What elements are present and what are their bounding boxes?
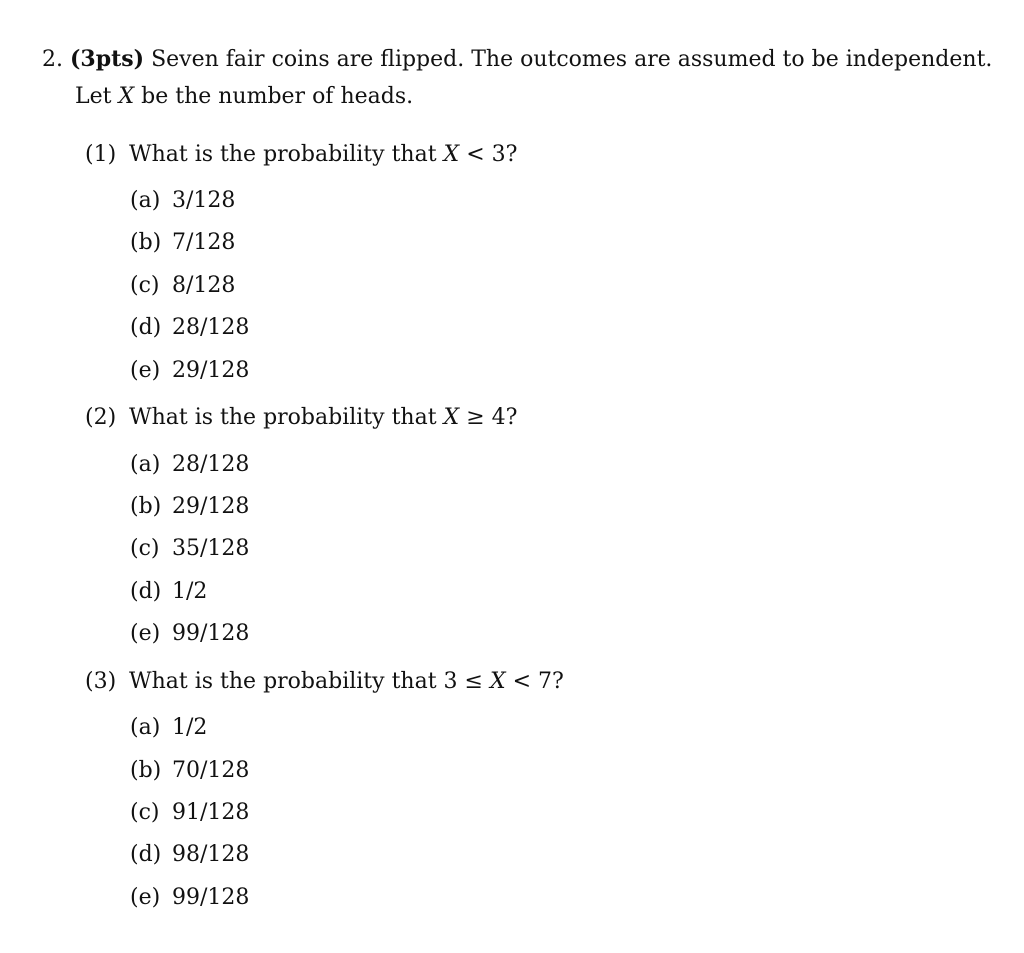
choice-item — [130, 883, 249, 913]
problem-points: (3pts) — [70, 46, 145, 72]
math-variable: X — [443, 405, 460, 430]
choice-item — [130, 713, 207, 743]
choice-item — [130, 534, 249, 564]
choice-value: 29/128 — [172, 358, 250, 383]
choice-item — [130, 756, 249, 786]
problem-statement-line1: Seven fair coins are flipped. The outcomes are assumed to be independent. — [151, 47, 993, 72]
choice-value: 28/128 — [172, 452, 250, 477]
question-text: What is the probability that — [129, 405, 444, 430]
choice-value: 91/128 — [172, 800, 250, 825]
question-1 — [85, 140, 517, 170]
question-math: ≥ 4? — [459, 405, 518, 430]
choice-item — [130, 356, 249, 386]
question-label: (1) — [85, 142, 117, 167]
choice-value: 29/128 — [172, 494, 250, 519]
choice-label: (b) — [130, 230, 162, 255]
question-text: What is the probability that — [129, 142, 444, 167]
question-label: (2) — [85, 405, 117, 430]
choice-value: 7/128 — [172, 230, 236, 255]
choice-label: (a) — [130, 715, 161, 740]
choice-value: 35/128 — [172, 536, 250, 561]
problem-number: 2. — [42, 47, 63, 72]
choice-item — [130, 271, 235, 301]
choice-value: 1/2 — [172, 579, 208, 604]
choice-item — [130, 450, 249, 480]
choice-value: 1/2 — [172, 715, 208, 740]
choice-value: 28/128 — [172, 315, 250, 340]
question-3 — [85, 667, 564, 697]
choice-value: 99/128 — [172, 885, 250, 910]
choice-value: 8/128 — [172, 273, 236, 298]
choice-value: 3/128 — [172, 188, 236, 213]
choice-value: 70/128 — [172, 758, 250, 783]
choice-value: 98/128 — [172, 842, 250, 867]
problem-statement-line2 — [75, 82, 413, 112]
choice-label: (c) — [130, 800, 160, 825]
choice-item — [130, 492, 249, 522]
choice-item — [130, 798, 249, 828]
choice-label: (b) — [130, 494, 162, 519]
choice-label: (e) — [130, 885, 161, 910]
choice-label: (c) — [130, 536, 160, 561]
question-2 — [85, 403, 517, 433]
choice-item — [130, 840, 249, 870]
question-math: < 3? — [459, 142, 518, 167]
question-text: What is the probability that 3 ≤ — [129, 669, 490, 694]
choice-label: (d) — [130, 579, 162, 604]
math-variable: X — [489, 669, 506, 694]
choice-label: (e) — [130, 358, 161, 383]
choice-item — [130, 228, 235, 258]
choice-label: (e) — [130, 621, 161, 646]
choice-item — [130, 619, 249, 649]
statement-text: Let — [75, 84, 119, 109]
choice-item — [130, 577, 207, 607]
choice-label: (b) — [130, 758, 162, 783]
question-math: < 7? — [505, 669, 564, 694]
statement-text: be the number of heads. — [134, 84, 414, 109]
choice-value: 99/128 — [172, 621, 250, 646]
choice-label: (a) — [130, 452, 161, 477]
choice-label: (a) — [130, 188, 161, 213]
choice-label: (d) — [130, 842, 162, 867]
math-variable: X — [443, 142, 460, 167]
question-label: (3) — [85, 669, 117, 694]
choice-item — [130, 313, 249, 343]
math-variable: X — [118, 84, 135, 109]
choice-item — [130, 186, 235, 216]
choice-label: (c) — [130, 273, 160, 298]
problem-heading — [42, 44, 992, 75]
choice-label: (d) — [130, 315, 162, 340]
